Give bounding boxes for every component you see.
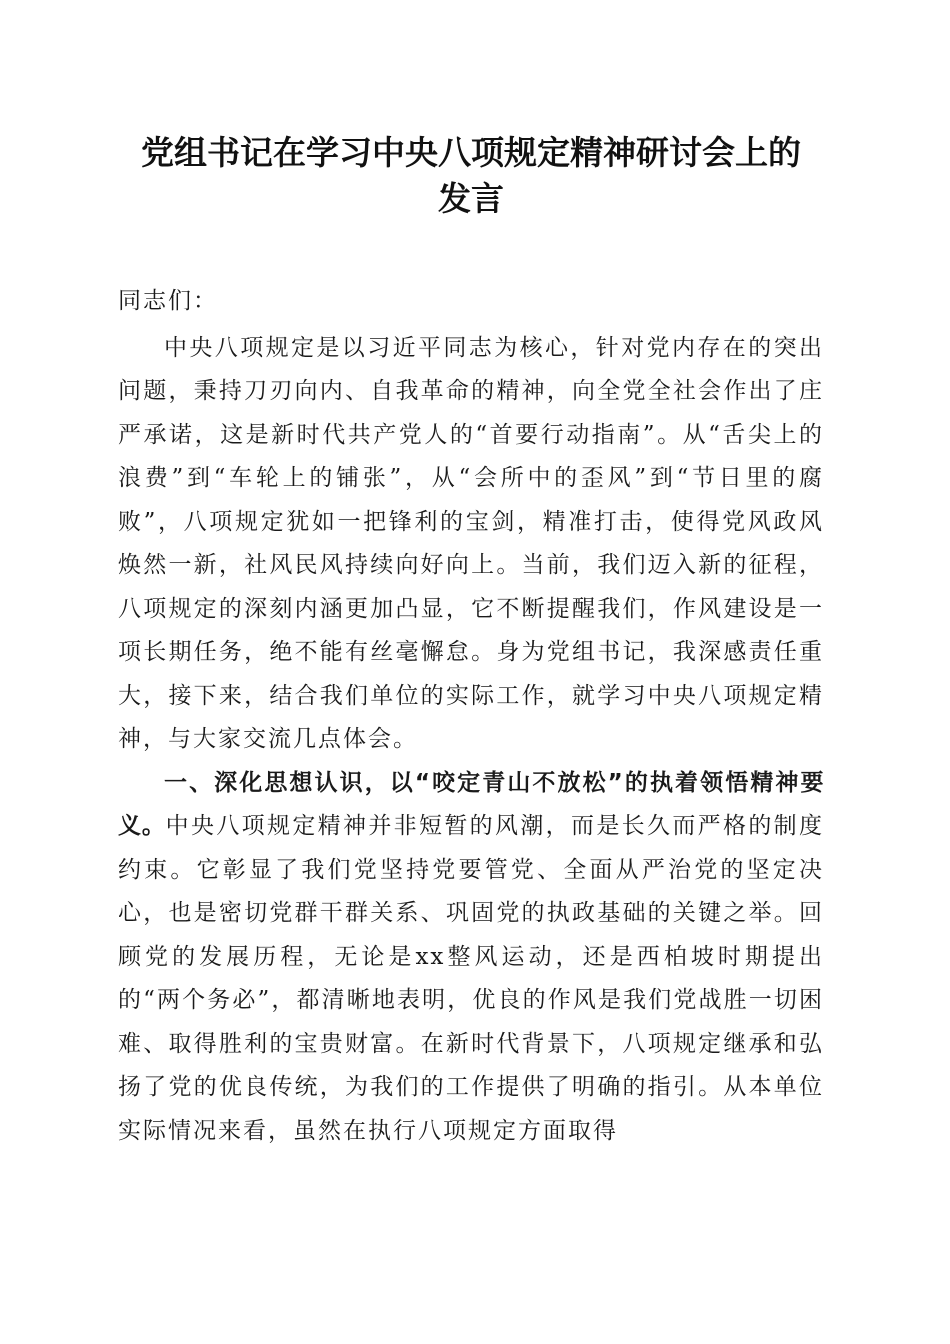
- document-body: [118, 280, 824, 1153]
- salutation: 同志们：: [118, 288, 218, 314]
- document-page: [118, 130, 824, 1153]
- title-line-2: 发言: [438, 179, 504, 218]
- paragraph-section-1: [118, 762, 824, 1154]
- section-1-text: 中央八项规定精神并非短暂的风潮，而是长久而严格的制度约束。它彰显了我们党坚持党要管党、全面从严治党的坚定决心，也是密切党群干群关系、巩固党的执政基础的关键之举。回顾党的发展历程，无论是xx整风运动，还是西柏坡时期提出的“两个务必”，都清晰地表明，优良的作风是我们党战胜一切困难、取得胜利的宝贵财富。在新时代背景下，八项规定继承和弘扬了党的优良传统，为我们的工作提供了明确的指引。从本单位实际情况来看，虽然在执行八项规定方面取得: [118, 813, 825, 1144]
- paragraph-intro: 中央八项规定是以习近平同志为核心，针对党内存在的突出问题，秉持刀刃向内、自我革命的精神，向全党全社会作出了庄严承诺，这是新时代共产党人的“首要行动指南”。从“舌尖上的浪费”到“车轮上的铺张”，从“会所中的歪风”到“节日里的腐败”，八项规定犹如一把锋利的宝剑，精准打击，使得党风政风焕然一新，社风民风持续向好向上。当前，我们迈入新的征程，八项规定的深刻内涵更加凸显，它不断提醒我们，作风建设是一项长期任务，绝不能有丝毫懈怠。身为党组书记，我深感责任重大，接下来，结合我们单位的实际工作，就学习中央八项规定精神，与大家交流几点体会。: [118, 334, 824, 752]
- section-1-heading: 一、深化思想认识，以“咬定青山不放松”的执着领悟精神要义。: [118, 769, 824, 839]
- title-line-1: 党组书记在学习中央八项规定精神研讨会上的: [141, 133, 801, 172]
- document-title: [118, 130, 824, 222]
